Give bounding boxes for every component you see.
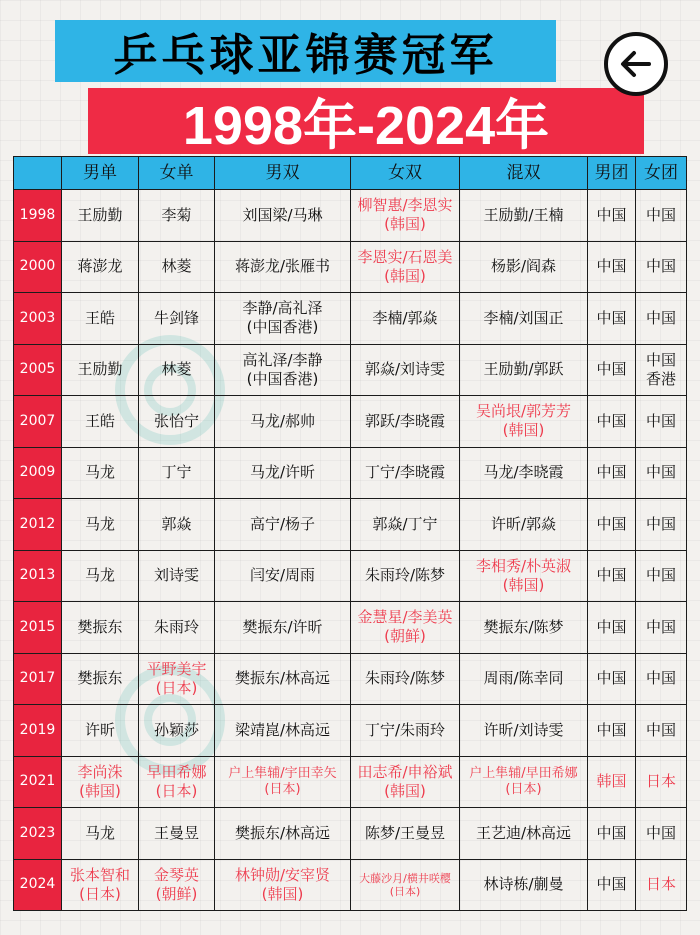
champion-cell xyxy=(139,653,215,705)
table-row xyxy=(14,756,687,808)
column-header: 男单 xyxy=(62,157,139,190)
cell-text: 中国 xyxy=(645,205,676,224)
champion-cell xyxy=(636,293,687,345)
champion-cell xyxy=(588,808,636,860)
cell-text: 林钟勋/安宰贤 xyxy=(234,865,331,884)
champion-cell xyxy=(588,344,636,396)
cell-text: 郭焱 xyxy=(161,514,192,533)
cell-text: 马龙 xyxy=(84,463,115,482)
champion-cell xyxy=(139,859,215,911)
champion-cell xyxy=(460,396,588,448)
year-cell: 2017 xyxy=(14,653,62,705)
champion-cell xyxy=(351,344,460,396)
cell-text: 高礼泽/李静 xyxy=(242,350,323,369)
cell-text: (日本) xyxy=(79,884,121,903)
cell-text: 马龙 xyxy=(84,823,115,842)
champion-cell xyxy=(139,190,215,242)
cell-text: (日本) xyxy=(155,781,198,800)
champion-cell xyxy=(588,550,636,602)
cell-text: (朝鲜) xyxy=(155,884,198,903)
cell-text: (韩国) xyxy=(384,781,426,800)
cell-text: 樊振东/林高远 xyxy=(234,669,331,688)
table-row xyxy=(14,705,687,757)
champion-cell xyxy=(636,190,687,242)
cell-text: 中国 xyxy=(645,566,676,585)
cell-text: (韩国) xyxy=(79,781,121,800)
cell-text: 王皓 xyxy=(84,411,115,430)
cell-text: 王励勤 xyxy=(77,360,123,379)
champion-cell xyxy=(588,241,636,293)
champion-cell xyxy=(636,705,687,757)
champion-cell xyxy=(588,447,636,499)
champion-cell xyxy=(588,396,636,448)
champion-cell xyxy=(588,653,636,705)
champion-cell xyxy=(139,447,215,499)
cell-text: (日本) xyxy=(264,781,301,797)
champion-cell xyxy=(460,653,588,705)
cell-text: 樊振东/林高远 xyxy=(234,823,331,842)
column-header: 男双 xyxy=(215,157,351,190)
cell-text: 中国 xyxy=(596,669,627,688)
cell-text: 刘诗雯 xyxy=(153,566,199,585)
year-cell: 2015 xyxy=(14,602,62,654)
cell-text: 香港 xyxy=(645,369,676,388)
cell-text: 林诗栋/蒯曼 xyxy=(483,875,564,894)
table-row xyxy=(14,447,687,499)
cell-text: 王艺迪/林高远 xyxy=(475,823,572,842)
cell-text: 樊振东/陈梦 xyxy=(483,617,564,636)
champion-cell xyxy=(636,499,687,551)
cell-text: 马龙/李晓霞 xyxy=(483,463,564,482)
champion-cell xyxy=(139,602,215,654)
champion-cell xyxy=(636,808,687,860)
champion-cell xyxy=(215,653,351,705)
year-cell: 2012 xyxy=(14,499,62,551)
cell-text: 许昕 xyxy=(84,720,115,739)
champion-cell xyxy=(460,447,588,499)
cell-text: 日本 xyxy=(645,772,676,791)
champion-cell xyxy=(215,241,351,293)
champion-cell xyxy=(62,293,139,345)
champion-cell xyxy=(62,602,139,654)
cell-text: 高宁/杨子 xyxy=(249,514,316,533)
cell-text: 郭焱/刘诗雯 xyxy=(364,360,446,379)
cell-text: 王励勤/王楠 xyxy=(483,205,564,224)
cell-text: 中国 xyxy=(596,514,627,533)
cell-text: 大藤沙月/横井咲樱 xyxy=(359,871,451,885)
cell-text: 朱雨玲/陈梦 xyxy=(364,669,446,688)
cell-text: 张本智和 xyxy=(69,865,130,884)
champion-cell xyxy=(139,241,215,293)
cell-text: 樊振东/许昕 xyxy=(242,617,323,636)
champion-cell xyxy=(139,550,215,602)
year-cell: 2019 xyxy=(14,705,62,757)
cell-text: 平野美宇 xyxy=(146,659,207,678)
cell-text: 杨影/阎森 xyxy=(490,257,557,276)
champion-cell xyxy=(636,396,687,448)
cell-text: 陈梦/王曼昱 xyxy=(364,823,446,842)
cell-text: 刘国梁/马琳 xyxy=(242,205,323,224)
champion-cell xyxy=(460,241,588,293)
champion-cell xyxy=(62,756,139,808)
cell-text: 梁靖崑/林高远 xyxy=(234,720,331,739)
year-cell: 2003 xyxy=(14,293,62,345)
cell-text: 郭跃/李晓霞 xyxy=(364,411,446,430)
cell-text: 户上隼辅/宇田幸矢 xyxy=(228,765,337,781)
champion-cell xyxy=(460,808,588,860)
year-cell: 1998 xyxy=(14,190,62,242)
cell-text: 中国 xyxy=(645,617,676,636)
cell-text: 周雨/陈幸同 xyxy=(483,669,564,688)
cell-text: (韩国) xyxy=(384,266,426,285)
cell-text: 李楠/郭焱 xyxy=(372,308,438,327)
champion-cell xyxy=(351,447,460,499)
cell-text: 中国 xyxy=(645,411,676,430)
cell-text: 闫安/周雨 xyxy=(249,566,316,585)
cell-text: 中国 xyxy=(596,360,627,379)
cell-text: 韩国 xyxy=(596,772,627,791)
champion-cell xyxy=(62,653,139,705)
cell-text: 中国 xyxy=(596,308,627,327)
cell-text: 中国 xyxy=(596,566,627,585)
year-cell: 2000 xyxy=(14,241,62,293)
year-cell: 2023 xyxy=(14,808,62,860)
champion-cell xyxy=(636,602,687,654)
champion-cell xyxy=(351,499,460,551)
cell-text: (韩国) xyxy=(261,884,304,903)
cell-text: (朝鲜) xyxy=(384,627,426,646)
champion-cell xyxy=(460,756,588,808)
cell-text: 王励勤 xyxy=(77,205,123,224)
champion-cell xyxy=(215,756,351,808)
champion-cell xyxy=(215,602,351,654)
cell-text: 朱雨玲 xyxy=(153,617,199,636)
champion-cell xyxy=(215,293,351,345)
year-cell: 2021 xyxy=(14,756,62,808)
cell-text: 李菊 xyxy=(161,205,192,224)
champion-cell xyxy=(139,344,215,396)
champion-cell xyxy=(636,241,687,293)
cell-text: 中国 xyxy=(645,308,676,327)
cell-text: 中国 xyxy=(645,669,676,688)
table-header-corner xyxy=(14,157,62,190)
champion-cell xyxy=(588,499,636,551)
year-cell: 2007 xyxy=(14,396,62,448)
champion-cell xyxy=(215,808,351,860)
champion-cell xyxy=(460,705,588,757)
cell-text: 丁宁 xyxy=(161,463,192,482)
table-row xyxy=(14,344,687,396)
year-range-banner: 1998年-2024年 xyxy=(88,88,644,154)
cell-text: 田志希/申裕斌 xyxy=(357,762,453,781)
champion-cell xyxy=(62,447,139,499)
table-row xyxy=(14,396,687,448)
year-cell: 2024 xyxy=(14,859,62,911)
cell-text: (韩国) xyxy=(502,575,545,594)
cell-text: 中国 xyxy=(645,514,676,533)
champion-cell xyxy=(588,190,636,242)
champion-cell xyxy=(215,859,351,911)
champion-cell xyxy=(636,859,687,911)
cell-text: 蒋澎龙/张雁书 xyxy=(234,257,331,276)
cell-text: 许昕/郭焱 xyxy=(490,514,557,533)
cell-text: (日本) xyxy=(155,678,198,697)
champion-cell xyxy=(460,499,588,551)
cell-text: 丁宁/李晓霞 xyxy=(364,463,446,482)
champion-cell xyxy=(460,602,588,654)
champion-cell xyxy=(460,344,588,396)
champion-cell xyxy=(636,756,687,808)
cell-text: 中国 xyxy=(645,720,676,739)
champion-cell xyxy=(62,550,139,602)
table-row xyxy=(14,293,687,345)
champion-cell xyxy=(215,499,351,551)
cell-text: 李恩实/石恩美 xyxy=(357,247,453,266)
cell-text: 张怡宁 xyxy=(153,411,199,430)
cell-text: (中国香港) xyxy=(246,369,319,388)
table-row xyxy=(14,190,687,242)
champion-cell xyxy=(139,808,215,860)
cell-text: 马龙 xyxy=(84,514,115,533)
year-cell: 2013 xyxy=(14,550,62,602)
cell-text: 樊振东 xyxy=(77,617,123,636)
cell-text: 中国 xyxy=(645,350,676,369)
cell-text: (日本) xyxy=(389,884,421,898)
champion-cell xyxy=(215,550,351,602)
champion-cell xyxy=(351,190,460,242)
champion-cell xyxy=(351,241,460,293)
cell-text: 许昕/刘诗雯 xyxy=(483,720,564,739)
champion-cell xyxy=(460,293,588,345)
table-row xyxy=(14,241,687,293)
champion-cell xyxy=(215,344,351,396)
champion-cell xyxy=(636,550,687,602)
cell-text: 中国 xyxy=(596,720,627,739)
cell-text: 金慧星/李美英 xyxy=(357,608,453,627)
cell-text: 李相秀/朴英淑 xyxy=(475,556,572,575)
cell-text: 金琴英 xyxy=(153,865,199,884)
champion-cell xyxy=(351,808,460,860)
champion-cell xyxy=(351,602,460,654)
cell-text: 中国 xyxy=(596,823,627,842)
cell-text: 蒋澎龙 xyxy=(77,257,123,276)
champion-cell xyxy=(460,859,588,911)
champion-cell xyxy=(139,293,215,345)
cell-text: (日本) xyxy=(505,781,542,797)
cell-text: 朱雨玲/陈梦 xyxy=(364,566,446,585)
cell-text: 牛剑锋 xyxy=(153,308,199,327)
column-header: 女团 xyxy=(636,157,687,190)
champion-cell xyxy=(62,396,139,448)
page-title: 乒乓球亚锦赛冠军 xyxy=(55,20,556,82)
table-row xyxy=(14,550,687,602)
champion-cell xyxy=(215,396,351,448)
arrow-left-icon xyxy=(616,44,656,84)
cell-text: 马龙/许昕 xyxy=(249,463,316,482)
champion-cell xyxy=(636,344,687,396)
table-row xyxy=(14,653,687,705)
cell-text: 孙颖莎 xyxy=(153,720,199,739)
champion-cell xyxy=(588,859,636,911)
champion-cell xyxy=(351,550,460,602)
champion-cell xyxy=(351,396,460,448)
champion-cell xyxy=(215,190,351,242)
table-header-row xyxy=(14,157,687,190)
champion-cell xyxy=(62,859,139,911)
champion-cell xyxy=(588,756,636,808)
champion-cell xyxy=(460,550,588,602)
cell-text: 中国 xyxy=(596,205,627,224)
table-row xyxy=(14,808,687,860)
table-row xyxy=(14,859,687,911)
champion-cell xyxy=(139,499,215,551)
champion-cell xyxy=(139,705,215,757)
champion-cell xyxy=(636,447,687,499)
cell-text: 樊振东 xyxy=(77,669,123,688)
cell-text: 中国 xyxy=(596,411,627,430)
cell-text: 吴尚垠/郭芳芳 xyxy=(475,402,572,421)
cell-text: 李楠/刘国正 xyxy=(483,308,564,327)
cell-text: 马龙/郝帅 xyxy=(249,411,316,430)
champion-cell xyxy=(139,756,215,808)
cell-text: (韩国) xyxy=(502,421,545,440)
cell-text: 丁宁/朱雨玲 xyxy=(364,720,446,739)
cell-text: 林菱 xyxy=(161,257,192,276)
cell-text: 李尚洙 xyxy=(77,762,123,781)
champion-cell xyxy=(62,499,139,551)
champion-cell xyxy=(351,859,460,911)
cell-text: 中国 xyxy=(645,257,676,276)
year-cell: 2005 xyxy=(14,344,62,396)
column-header: 女单 xyxy=(139,157,215,190)
cell-text: 王励勤/郭跃 xyxy=(483,360,564,379)
champion-cell xyxy=(460,190,588,242)
cell-text: 中国 xyxy=(645,823,676,842)
champion-cell xyxy=(588,602,636,654)
table-row xyxy=(14,499,687,551)
cell-text: 中国 xyxy=(645,463,676,482)
champion-cell xyxy=(351,756,460,808)
cell-text: 柳智惠/李恩实 xyxy=(357,196,453,215)
table-row xyxy=(14,602,687,654)
champion-cell xyxy=(351,653,460,705)
champion-cell xyxy=(62,808,139,860)
cell-text: 王皓 xyxy=(84,308,115,327)
cell-text: 户上隼辅/早田希娜 xyxy=(469,765,578,781)
cell-text: 林菱 xyxy=(161,360,192,379)
champion-cell xyxy=(351,293,460,345)
column-header: 女双 xyxy=(351,157,460,190)
champion-cell xyxy=(351,705,460,757)
champion-cell xyxy=(139,396,215,448)
cell-text: 中国 xyxy=(596,257,627,276)
champion-cell xyxy=(588,293,636,345)
champion-cell xyxy=(215,447,351,499)
champion-cell xyxy=(62,241,139,293)
cell-text: 中国 xyxy=(596,875,627,894)
cell-text: 中国 xyxy=(596,463,627,482)
cell-text: 王曼昱 xyxy=(153,823,199,842)
cell-text: (韩国) xyxy=(384,215,426,234)
year-cell: 2009 xyxy=(14,447,62,499)
column-header: 混双 xyxy=(460,157,588,190)
champion-cell xyxy=(636,653,687,705)
cell-text: (中国香港) xyxy=(246,318,319,337)
cell-text: 中国 xyxy=(596,617,627,636)
cell-text: 早田希娜 xyxy=(146,762,207,781)
champions-table xyxy=(13,156,687,911)
cell-text: 马龙 xyxy=(84,566,115,585)
cell-text: 郭焱/丁宁 xyxy=(372,514,438,533)
champion-cell xyxy=(62,190,139,242)
champion-cell xyxy=(62,344,139,396)
column-header: 男团 xyxy=(588,157,636,190)
cell-text: 李静/高礼泽 xyxy=(242,299,323,318)
champion-cell xyxy=(588,705,636,757)
champion-cell xyxy=(62,705,139,757)
back-button[interactable] xyxy=(604,32,668,96)
champion-cell xyxy=(215,705,351,757)
cell-text: 日本 xyxy=(645,875,676,894)
